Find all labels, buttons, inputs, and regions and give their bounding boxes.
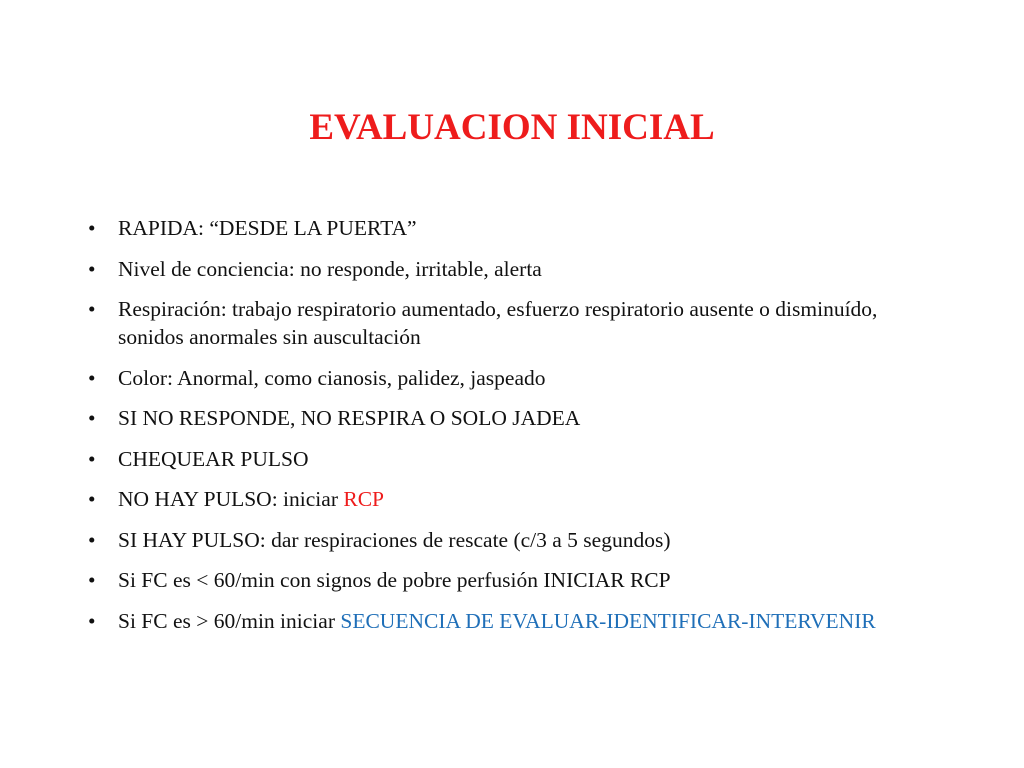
bullet-dot-icon: •	[88, 216, 96, 240]
bullet-dot-icon: •	[88, 365, 96, 390]
rcp-highlight: RCP	[343, 487, 384, 511]
bullet-dot-icon: •	[88, 568, 96, 592]
bullet-dot-icon: •	[88, 256, 96, 281]
bullet-item-si-hay-pulso	[88, 526, 918, 554]
bullet-item-rapida	[88, 214, 918, 242]
bullet-item-no-hay-pulso	[88, 485, 918, 513]
slide-title: EVALUACION INICIAL	[309, 107, 715, 148]
bullet-item-fc-mayor-60	[88, 607, 918, 635]
bullet-text: SI NO RESPONDE, NO RESPIRA O SOLO JADEA	[118, 406, 581, 430]
bullet-item-no-responde	[88, 404, 918, 432]
bullet-text: NO HAY PULSO: iniciar	[118, 487, 344, 511]
bullet-item-nivel-conciencia	[88, 255, 918, 283]
bullet-text: CHEQUEAR PULSO	[118, 446, 309, 471]
bullet-text: Color: Anormal, como cianosis, palidez, jaspeado	[118, 365, 546, 390]
bullet-text: SI HAY PULSO: dar respiraciones de rescate (c/3 a 5 segundos)	[118, 527, 671, 552]
bullet-dot-icon: •	[88, 406, 96, 430]
bullet-text: Nivel de conciencia: no responde, irritable, alerta	[118, 256, 542, 281]
bullet-dot-icon: •	[88, 608, 96, 633]
sequence-highlight: SECUENCIA DE EVALUAR-IDENTIFICAR-INTERVENIR	[340, 608, 876, 633]
bullet-item-chequear-pulso	[88, 445, 918, 473]
bullet-item-respiracion	[88, 295, 918, 351]
bullet-text: Si FC es > 60/min iniciar	[118, 608, 341, 633]
bullet-dot-icon: •	[88, 297, 96, 321]
bullet-dot-icon: •	[88, 487, 96, 511]
bullet-text: Si FC es < 60/min con signos de pobre perfusión INICIAR RCP	[118, 568, 671, 592]
bullet-text: Respiración: trabajo respiratorio aumentado, esfuerzo respiratorio ausente o disminuído, sonidos anormales sin auscultación	[118, 297, 878, 349]
bullet-dot-icon: •	[88, 527, 96, 552]
bullet-item-color	[88, 364, 918, 392]
bullet-item-fc-menor-60	[88, 566, 918, 594]
bullet-text: RAPIDA: “DESDE LA PUERTA”	[118, 216, 417, 240]
bullet-dot-icon: •	[88, 446, 96, 471]
bullet-list	[88, 214, 918, 647]
